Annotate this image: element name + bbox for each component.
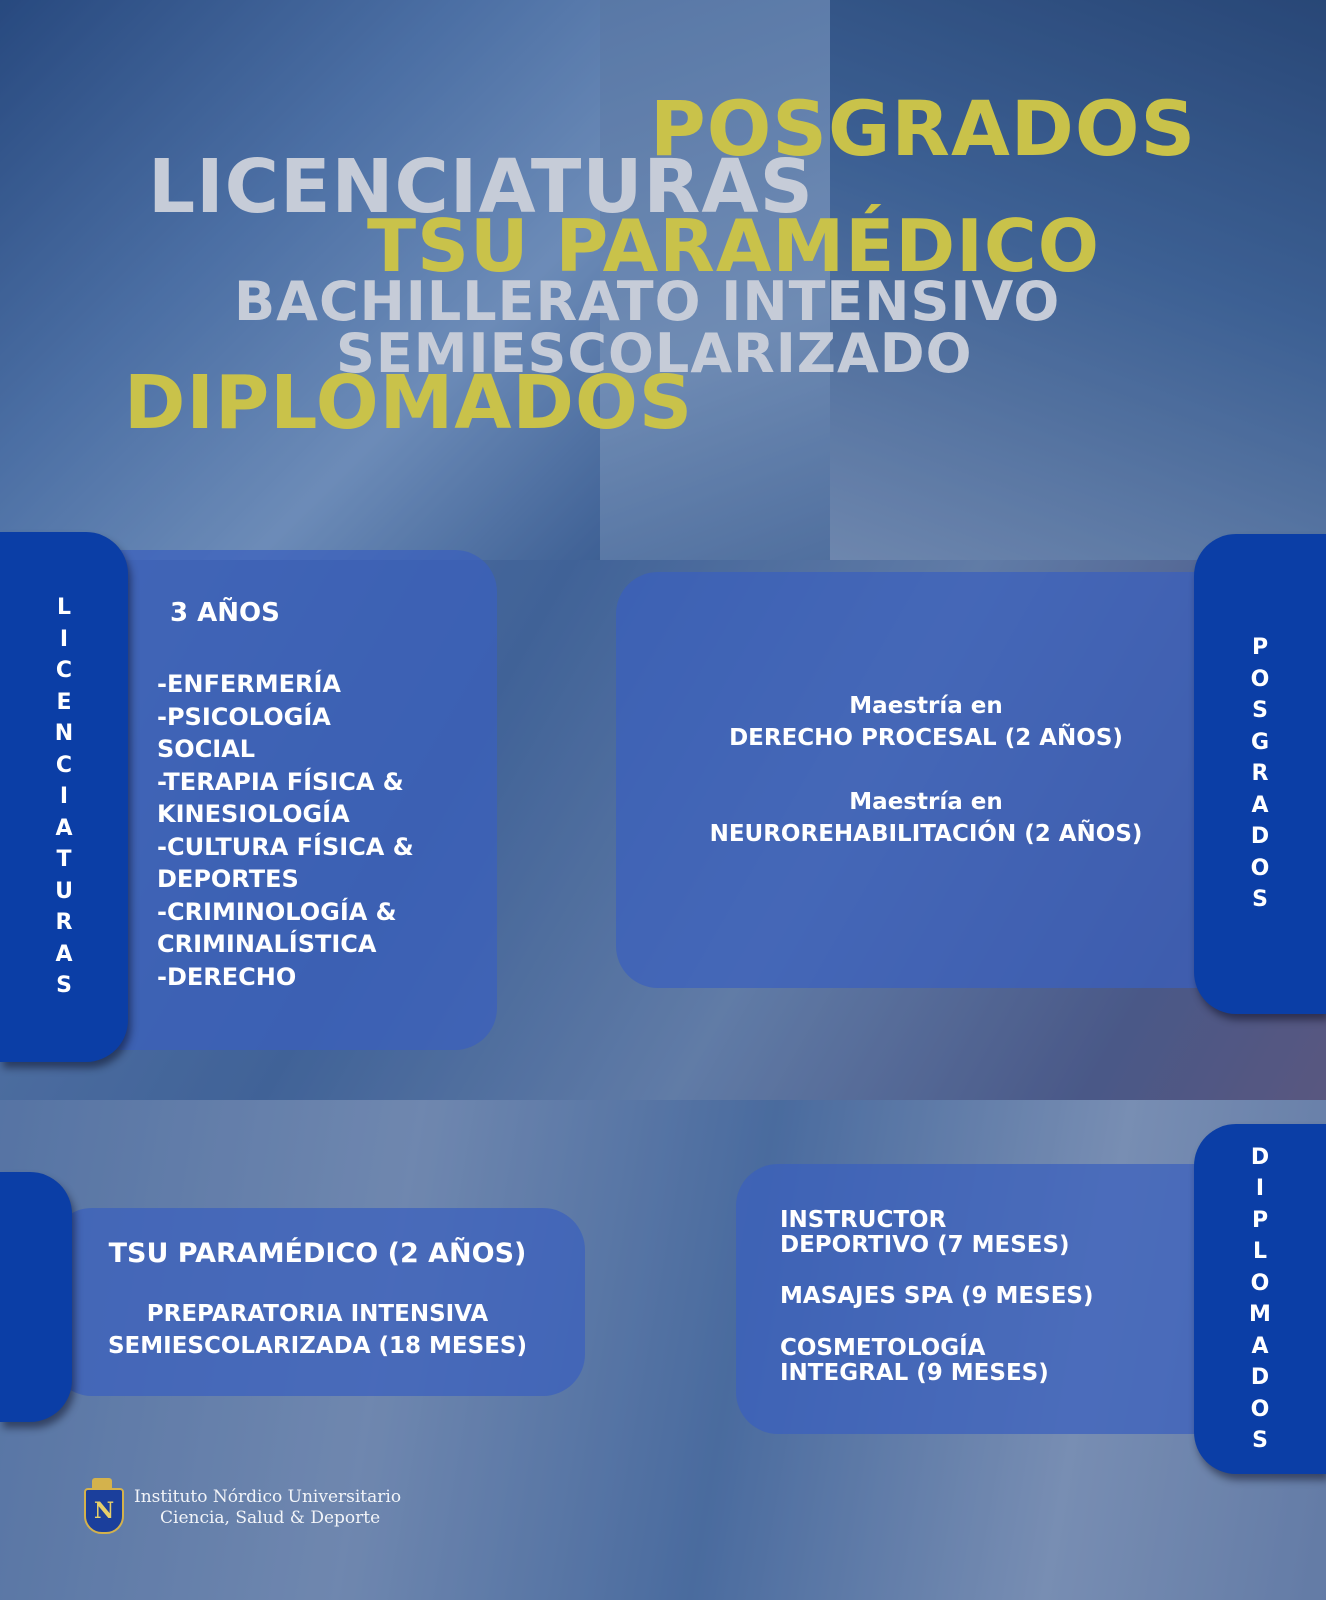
list-item: KINESIOLOGÍA <box>157 800 350 828</box>
tab-letter: S <box>56 973 72 999</box>
posgrados-program-1 <box>616 690 1236 754</box>
diplomados-tab <box>1194 1124 1326 1474</box>
tab-letter: A <box>55 815 73 841</box>
posgrados-program-2 <box>616 786 1236 850</box>
list-item: -ENFERMERÍA <box>157 670 341 698</box>
program-line: SEMIESCOLARIZADA (18 MESES) <box>107 1333 527 1359</box>
headline-licenciaturas: LICENCIATURAS <box>148 144 814 230</box>
list-item: SOCIAL <box>157 735 256 763</box>
program-name: DERECHO PROCESAL (2 AÑOS) <box>729 725 1123 751</box>
tab-letter: D <box>1250 1144 1270 1170</box>
logo-line-1: Instituto Nórdico Universitario <box>134 1487 402 1507</box>
tsu-prep-program <box>50 1298 585 1362</box>
tab-letter: A <box>55 941 73 967</box>
diplomado-item <box>780 1336 1049 1386</box>
posgrados-card <box>616 572 1236 988</box>
tab-letter: C <box>55 658 73 684</box>
tab-letter: L <box>56 595 72 621</box>
diplomados-card <box>736 1164 1236 1434</box>
list-item: -CULTURA FÍSICA & <box>157 832 414 861</box>
licenciaturas-tab <box>0 532 128 1062</box>
program-name: NEUROREHABILITACIÓN (2 AÑOS) <box>709 821 1143 847</box>
logo-line-2: Ciencia, Salud & Deporte <box>160 1508 381 1528</box>
institute-logo <box>78 1478 401 1538</box>
tsu-title: TSU PARAMÉDICO (2 AÑOS) <box>108 1238 527 1269</box>
tab-letter: I <box>59 784 69 810</box>
tsu-tab <box>0 1172 72 1422</box>
program-prefix: Maestría en <box>849 789 1003 815</box>
tab-letter: G <box>1250 729 1270 755</box>
headline-bachillerato: BACHILLERATO INTENSIVO <box>234 270 1061 333</box>
tab-letter: O <box>1250 855 1270 881</box>
tab-letter: U <box>55 878 73 904</box>
program-prefix: Maestría en <box>849 693 1003 719</box>
item-line: MASAJES SPA (9 MESES) <box>780 1283 1094 1309</box>
tsu-card <box>50 1208 585 1396</box>
headline-diplomados: DIPLOMADOS <box>124 360 694 446</box>
item-line: INSTRUCTOR <box>780 1207 947 1233</box>
list-item: -CRIMINOLOGÍA & <box>157 897 397 926</box>
logo-text <box>134 1487 401 1529</box>
list-item: -PSICOLOGÍA <box>157 702 331 731</box>
list-item: DEPORTES <box>157 865 299 893</box>
tab-letter: S <box>1252 887 1268 913</box>
tab-letter: I <box>59 626 69 652</box>
posgrados-tab <box>1194 534 1326 1014</box>
tab-letter: L <box>1252 1239 1268 1264</box>
tab-letter: N <box>54 721 74 747</box>
program-line: PREPARATORIA INTENSIVA <box>146 1301 489 1327</box>
tab-letter: A <box>1251 1333 1269 1359</box>
tab-letter: P <box>1251 1207 1269 1233</box>
headline-tsu-paramedico: TSU PARAMÉDICO <box>367 204 1100 288</box>
shield-icon: N <box>84 1488 124 1534</box>
list-item: -TERAPIA FÍSICA & <box>157 767 404 796</box>
list-item: -DERECHO <box>157 962 297 991</box>
tab-letter: D <box>1250 824 1270 850</box>
tab-letter: O <box>1250 666 1270 692</box>
licenciaturas-duration: 3 AÑOS <box>170 598 280 628</box>
crest-icon <box>78 1478 126 1538</box>
tab-letter: D <box>1250 1365 1270 1390</box>
tab-letter: P <box>1251 635 1269 661</box>
item-line: INTEGRAL (9 MESES) <box>780 1360 1049 1386</box>
tab-letter: T <box>56 847 72 873</box>
headline-semiescolarizado: SEMIESCOLARIZADO <box>336 322 973 385</box>
diplomado-item <box>780 1284 1094 1309</box>
tab-letter: O <box>1250 1270 1270 1296</box>
item-line: COSMETOLOGÍA <box>780 1335 986 1361</box>
tab-letter: I <box>1255 1176 1265 1201</box>
diplomado-item <box>780 1208 1070 1258</box>
item-line: DEPORTIVO (7 MESES) <box>780 1232 1070 1258</box>
tab-letter: O <box>1250 1396 1270 1422</box>
tab-letter: M <box>1249 1302 1271 1327</box>
crown-icon <box>92 1478 112 1488</box>
licenciaturas-program-list <box>157 668 414 993</box>
tab-letter: R <box>55 910 73 936</box>
tab-letter: S <box>1252 698 1268 724</box>
headline-posgrados: POSGRADOS <box>650 84 1197 173</box>
tab-letter: R <box>1251 761 1269 787</box>
tab-letter: S <box>1252 1428 1268 1453</box>
tab-letter: A <box>1251 792 1269 818</box>
tab-letter: C <box>55 752 73 778</box>
tab-letter: E <box>56 689 72 715</box>
list-item: CRIMINALÍSTICA <box>157 930 377 958</box>
